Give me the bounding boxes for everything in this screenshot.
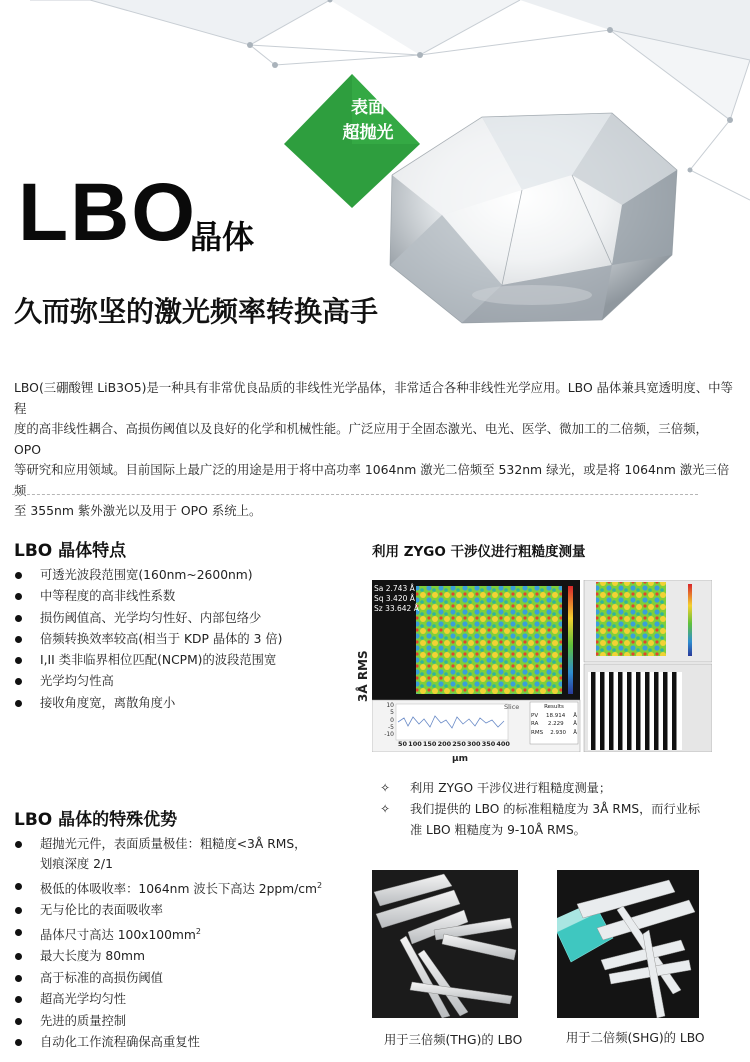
thg-lbo-photo xyxy=(372,870,518,1018)
results-header: Results xyxy=(544,704,564,710)
results-panel xyxy=(531,703,577,737)
x-tick: 350 xyxy=(481,740,496,748)
advantage-text: 最大长度为 80mm xyxy=(40,949,145,964)
sparkle-icon: ✧ xyxy=(380,802,391,816)
advantage-item xyxy=(12,834,352,874)
x-tick: 100 xyxy=(408,740,422,748)
advantage-text: 超抛光元件，表面质量极佳：粗糙度<3Å RMS， xyxy=(40,837,307,851)
x-tick: 300 xyxy=(466,740,481,748)
sparkle-icon: ✧ xyxy=(380,781,391,795)
results-row xyxy=(531,729,577,738)
advantage-text: 高于标准的高损伤阈值 xyxy=(40,970,163,985)
thg-photo-caption: 用于三倍频(THG)的 LBO xyxy=(384,1033,523,1047)
note-text: 我们提供的 LBO 的标准粗糙度为 3Å RMS，而行业标 xyxy=(410,802,701,816)
zygo-note xyxy=(378,778,718,799)
x-unit-label: μm xyxy=(452,754,469,764)
features-title: LBO 晶体特点 xyxy=(14,541,127,561)
y-tick: 5 xyxy=(390,709,394,717)
slice-x-ticks xyxy=(398,740,510,748)
page-title: LBO xyxy=(18,167,198,258)
results-unit: Å xyxy=(573,712,577,719)
advantage-item xyxy=(12,900,352,920)
intro-line: 至 355nm 紫外激光以及用于 OPO 系统上。 xyxy=(14,503,262,518)
results-unit: Å xyxy=(573,721,577,727)
advantage-text: 极低的体吸收率：1064nm 波长下高达 2ppm/cm xyxy=(40,881,318,896)
x-tick: 150 xyxy=(422,740,437,748)
shg-lbo-photo xyxy=(557,870,699,1018)
advantage-item xyxy=(12,1032,352,1052)
shg-photo-caption: 用于二倍频(SHG)的 LBO xyxy=(566,1031,705,1045)
x-tick: 400 xyxy=(496,740,510,748)
zygo-note xyxy=(378,799,718,841)
lbo-crystal-image xyxy=(372,95,692,335)
stat-sq: Sq 3.420 Å xyxy=(374,594,415,603)
features-list xyxy=(12,565,342,714)
results-key: RA xyxy=(531,721,539,727)
advantages-list xyxy=(12,834,352,1054)
zygo-notes xyxy=(378,778,718,841)
badge-line-1: 表面 xyxy=(351,98,385,118)
note-text-cont: 准 LBO 粗糙度为 9-10Å RMS。 xyxy=(410,823,586,837)
superscript: 2 xyxy=(195,926,201,936)
x-tick: 50 xyxy=(398,740,408,748)
y-tick: -5 xyxy=(388,723,394,731)
advantage-item xyxy=(12,968,352,988)
advantage-item xyxy=(12,989,352,1009)
rms-axis-label: 3Å RMS xyxy=(356,650,370,702)
x-tick: 250 xyxy=(452,740,466,748)
results-row xyxy=(531,720,577,729)
intro-line: LBO(三硼酸锂 LiB3O5)是一种具有非常优良品质的非线性光学晶体，非常适合各种非线性光学应用。LBO 晶体兼具宽透明度、中等程 xyxy=(14,380,733,416)
page-title-suffix: 晶体 xyxy=(190,218,255,256)
advantage-item xyxy=(12,1011,352,1031)
advantage-text: 先进的质量控制 xyxy=(40,1013,127,1028)
surface-stats xyxy=(374,584,419,614)
feature-item: 光学均匀性高 xyxy=(12,671,342,692)
advantage-item xyxy=(12,946,352,966)
advantage-text: 无与伦比的表面吸收率 xyxy=(40,903,163,918)
results-row xyxy=(531,712,577,721)
advantage-item xyxy=(12,922,352,945)
advantage-text: 超高光学均匀性 xyxy=(40,992,127,1007)
advantage-text: 自动化工作流程确保高重复性 xyxy=(40,1035,200,1050)
intro-paragraph xyxy=(14,378,734,522)
y-tick: -10 xyxy=(384,731,394,739)
results-value: 2.229 xyxy=(547,721,564,727)
advantage-item xyxy=(12,876,352,899)
intro-line: 度的高非线性耦合、高损伤阈值以及良好的化学和机械性能。广泛应用于全固态激光、电光、医学、微加工的二倍频，三倍频，OPO xyxy=(14,421,708,457)
results-unit: Å xyxy=(573,729,577,736)
advantages-title: LBO 晶体的特殊优势 xyxy=(14,810,178,830)
badge-line-2: 超抛光 xyxy=(342,123,394,143)
results-key: RMS xyxy=(531,729,544,736)
section-divider xyxy=(12,494,698,495)
results-value: 2.930 xyxy=(550,729,567,736)
x-tick: 200 xyxy=(437,740,452,748)
feature-item: 可透光波段范围宽(160nm~2600nm) xyxy=(12,565,342,586)
zygo-title: 利用 ZYGO 干涉仪进行粗糙度测量 xyxy=(372,544,586,560)
superscript: 2 xyxy=(317,880,323,890)
intro-line: 等研究和应用领域。目前国际上最广泛的用途是用于将中高功率 1064nm 激光二倍频至 532nm 绿光，或是将 1064nm 激光三倍频 xyxy=(14,462,730,498)
feature-item: 中等程度的高非线性系数 xyxy=(12,586,342,607)
feature-item: 倍频转换效率较高(相当于 KDP 晶体的 3 倍) xyxy=(12,629,342,650)
results-value: 18.914 xyxy=(546,712,566,719)
note-text: 利用 ZYGO 干涉仪进行粗糙度测量； xyxy=(410,781,612,795)
feature-item: 接收角度宽，离散角度小 xyxy=(12,693,342,714)
slice-y-ticks xyxy=(382,702,394,738)
slice-label: Slice xyxy=(504,703,520,711)
stat-sz: Sz 33.642 Å xyxy=(374,604,419,613)
advantage-text-cont: 划痕深度 2/1 xyxy=(40,857,113,871)
page-subtitle: 久而弥坚的激光频率转换高手 xyxy=(14,295,379,328)
stat-sa: Sa 2.743 Å xyxy=(374,584,415,593)
y-tick: 0 xyxy=(390,716,394,724)
feature-item: 损伤阈值高、光学均匀性好、内部包络少 xyxy=(12,608,342,629)
advantage-text: 晶体尺寸高达 100x100mm xyxy=(40,927,196,942)
results-key: PV xyxy=(531,712,539,719)
feature-item: I,II 类非临界相位匹配(NCPM)的波段范围宽 xyxy=(12,650,342,671)
y-tick: 10 xyxy=(386,702,394,709)
